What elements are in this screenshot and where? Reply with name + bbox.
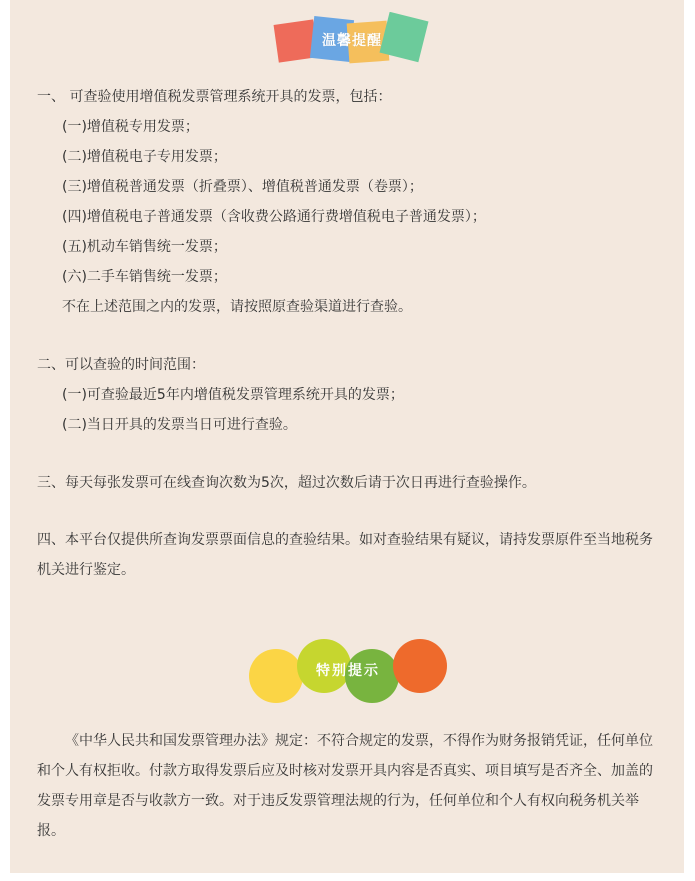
- section1-heading: 一、 可查验使用增值税发票管理系统开具的发票，包括：: [37, 89, 392, 105]
- section1-item-4: (四)增值税电子普通发票（含收费公路通行费增值税电子普通发票）；: [62, 209, 486, 225]
- header-badge: [272, 12, 432, 68]
- section1-item-1: (一)增值税专用发票；: [62, 119, 199, 135]
- section1-item-5: (五)机动车销售统一发票；: [62, 239, 227, 255]
- section3-text: 三、每天每张发票可在线查询次数为5次，超过次数后请于次日再进行查验操作。: [37, 475, 536, 491]
- section1-item-2: (二)增值税电子专用发票；: [62, 149, 227, 165]
- section4-text: 四、本平台仅提供所查询发票票面信息的查验结果。如对查验结果有疑议，请持发票原件至当地税务机关进行鉴定。: [37, 532, 653, 578]
- section1-item-6: (六)二手车销售统一发票；: [62, 269, 227, 285]
- header-title: 温馨提醒: [322, 33, 382, 49]
- section1-item-3: (三)增值税普通发票（折叠票）、增值税普通发票（卷票）；: [62, 179, 423, 195]
- section2-heading: 二、可以查验的时间范围：: [37, 357, 205, 373]
- special-title: 特别提示: [316, 663, 380, 679]
- section2-item-1: (一)可查验最近5年内增值税发票管理系统开具的发票；: [62, 387, 404, 403]
- special-text: 《中华人民共和国发票管理办法》规定：不符合规定的发票，不得作为财务报销凭证，任何单位和个人有权拒收。付款方取得发票后应及时核对发票开具内容是否真实、项目填写是否齐全、加盖的发票专用章是否与收款方一致。对于违反发票管理法规的行为，任何单位和个人有权向税务机关举报。: [37, 733, 653, 839]
- special-circle-orange: [393, 639, 447, 693]
- special-circle-yellow: [249, 649, 303, 703]
- section2-item-2: (二)当日开具的发票当日可进行查验。: [62, 417, 297, 433]
- section1-note: 不在上述范围之内的发票，请按照原查验渠道进行查验。: [62, 299, 412, 315]
